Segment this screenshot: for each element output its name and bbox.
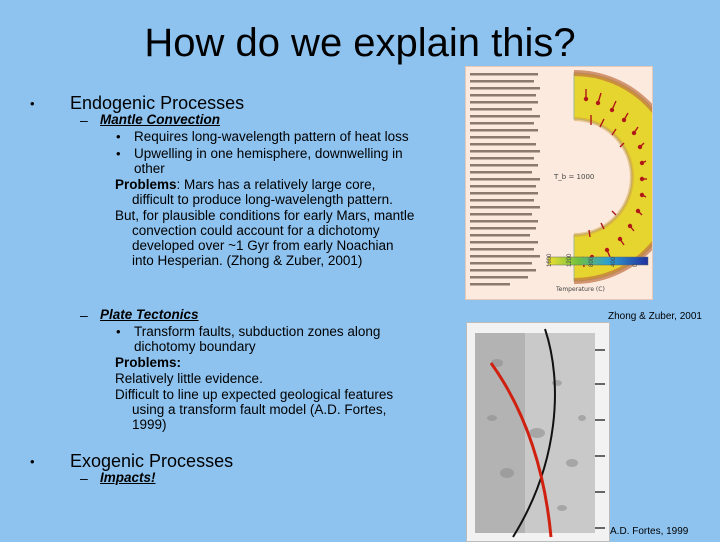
tectonics-note: Relatively little evidence. bbox=[115, 371, 263, 386]
mantle-convection-heading: Mantle Convection bbox=[100, 112, 221, 127]
exogenic-heading: Exogenic Processes bbox=[70, 451, 234, 471]
colorbar-tick: 0 bbox=[633, 263, 639, 267]
convection-note: convection could account for a dichotomy bbox=[132, 223, 380, 238]
tectonics-point: Transform faults, subduction zones along bbox=[134, 324, 381, 339]
tectonics-note: 1999) bbox=[132, 417, 167, 432]
tectonics-point-continued: dichotomy boundary bbox=[134, 339, 256, 354]
bullet-dot: • bbox=[30, 96, 35, 111]
convection-note: developed over ~1 Gyr from early Noachian bbox=[132, 238, 394, 253]
colorbar-tick: 1200 bbox=[567, 253, 573, 267]
convection-credit: Zhong & Zuber, 2001 bbox=[608, 311, 702, 322]
tectonics-problems-label: Problems: bbox=[115, 355, 182, 370]
dash-marker: – bbox=[80, 470, 88, 486]
bullet-dot: • bbox=[116, 146, 121, 161]
convection-point: Requires long-wavelength pattern of heat loss bbox=[134, 129, 409, 144]
convection-problems bbox=[115, 177, 375, 193]
tectonics-note: using a transform fault model (A.D. Fortes, bbox=[132, 402, 387, 417]
colorbar-tick: 400 bbox=[611, 256, 617, 267]
colorbar-tick: 800 bbox=[589, 256, 595, 267]
convection-note: difficult to produce long-wavelength pattern. bbox=[132, 192, 393, 207]
problems-text: : Mars has a relatively large core, bbox=[176, 177, 376, 192]
convection-point: Upwelling in one hemisphere, downwelling in bbox=[134, 146, 403, 161]
mantle-convection-figure bbox=[465, 66, 653, 300]
bullet-dot: • bbox=[116, 324, 121, 339]
problems-label: Problems bbox=[115, 177, 177, 192]
dash-marker: – bbox=[80, 307, 88, 323]
bullet-dot: • bbox=[30, 454, 35, 469]
tectonics-figure-graphic bbox=[467, 323, 609, 541]
slide-title: How do we explain this? bbox=[144, 21, 576, 65]
colorbar-label: Temperature (C) bbox=[556, 286, 605, 293]
dash-marker: – bbox=[80, 112, 88, 128]
bullet-dot: • bbox=[116, 129, 121, 144]
convection-note: into Hesperian. (Zhong & Zuber, 2001) bbox=[132, 253, 363, 268]
convection-note: But, for plausible conditions for early Mars, mantle bbox=[115, 208, 415, 223]
plate-tectonics-figure bbox=[466, 322, 610, 542]
impacts-heading: Impacts! bbox=[100, 470, 156, 485]
endogenic-heading: Endogenic Processes bbox=[70, 93, 245, 113]
convection-point-continued: other bbox=[134, 161, 165, 176]
colorbar-tick: 1600 bbox=[547, 253, 553, 267]
tectonics-note: Difficult to line up expected geological features bbox=[115, 387, 394, 402]
convection-annotation: T_b = 1000 bbox=[554, 173, 595, 181]
plate-tectonics-heading: Plate Tectonics bbox=[100, 307, 199, 322]
convection-figure-graphic bbox=[466, 67, 652, 299]
tectonics-credit: A.D. Fortes, 1999 bbox=[610, 526, 689, 537]
